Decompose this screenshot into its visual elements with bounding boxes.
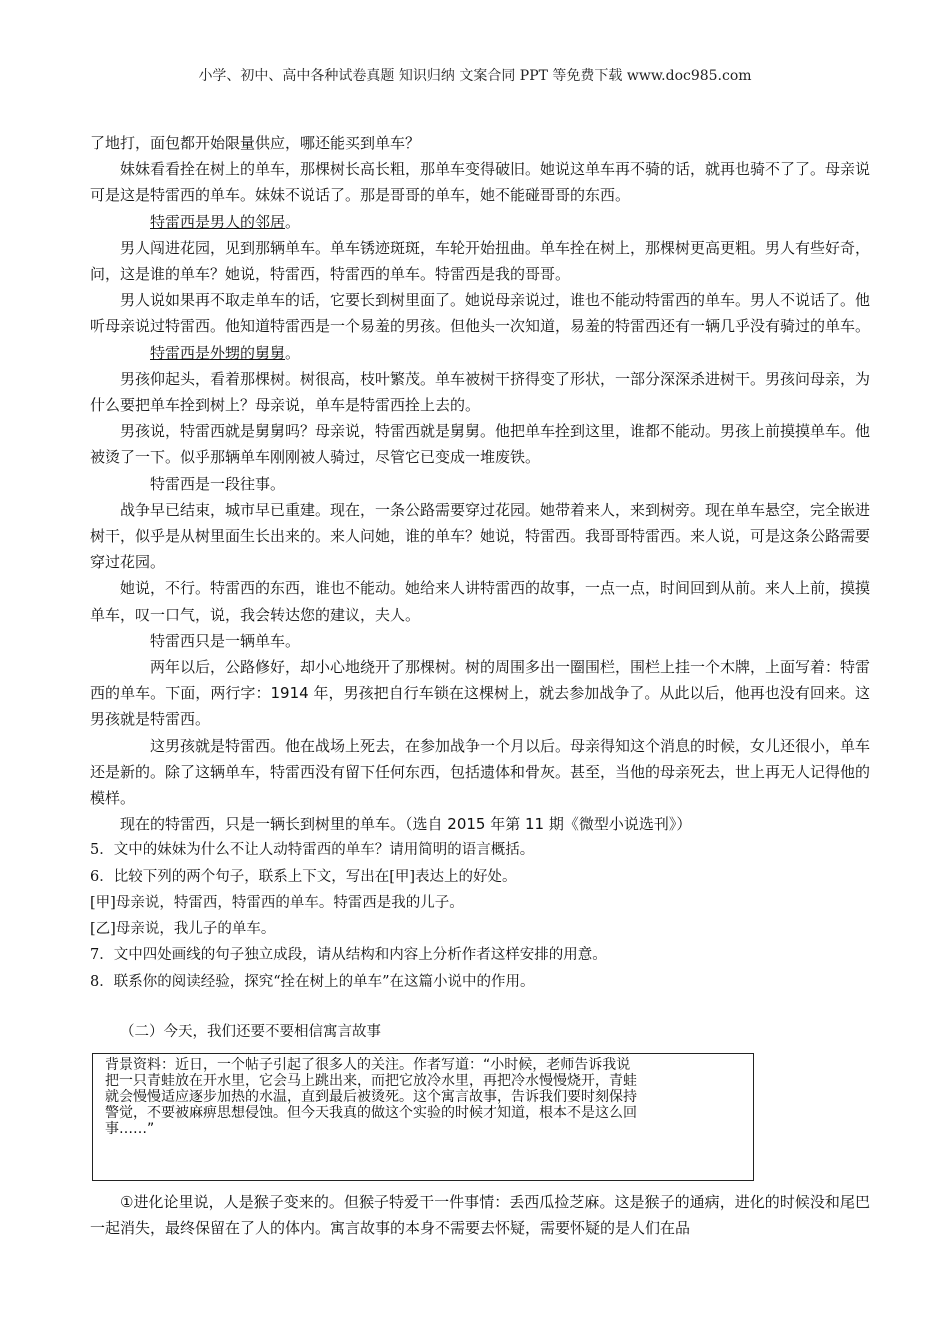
question-5: 5．文中的妹妹为什么不让人动特雷西的单车？请用简明的语言概括。: [90, 842, 535, 859]
section-2-title: （二）今天，我们还要不要相信寓言故事: [120, 1023, 381, 1040]
story-paragraph: 妹妹看看拴在树上的单车，那棵树长高长粗，那单车变得破旧。她说这单车再不骑的话，就再也骑不了了。母亲说可是这是特雷西的单车。妹妹不说话了。那是哥哥的单车，她不能碰哥哥的东西。: [90, 160, 871, 205]
box-line: 把一只青蛙放在开水里，它会马上跳出来，而把它放冷水里，再把冷水慢慢烧开，青蛙: [105, 1072, 637, 1089]
story-paragraph: 两年以后，公路修好，却小心地绕开了那棵树。树的周围多出一圈围栏，围栏上挂一个木牌，上面写着：特雷西的单车。下面，两行字：1914 年，男孩把自行车锁在这棵树上，就去参加战争了。从此以后，他再也没有回来。这男孩就是特雷西。: [90, 658, 871, 729]
punctuation: 。: [285, 212, 301, 231]
question-7: 7．文中四处画线的句子独立成段，请从结构和内容上分析作者这样安排的用意。: [90, 947, 607, 964]
question-6-sentence-a: [甲]母亲说，特雷西，特雷西的单车。特雷西是我的儿子。: [90, 894, 464, 911]
box-line: 就会慢慢适应逐步加热的水温，直到最后被烫死。这个寓言故事，告诉我们要时刻保持: [105, 1088, 637, 1105]
section-line: 特雷西是一段往事。: [150, 474, 286, 493]
story-paragraph: 男人说如果再不取走单车的话，它要长到树里面了。她说母亲说过，谁也不能动特雷西的单车。男人不说话了。他听母亲说过特雷西。他知道特雷西是一个易羞的男孩。但他头一次知道，易羞的特雷西还有一辆几乎没有骑过的单车。: [90, 291, 871, 336]
question-8: 8．联系你的阅读经验，探究“拴在树上的单车”在这篇小说中的作用。: [90, 973, 535, 990]
story-paragraph: 了地打，面包都开始限量供应，哪还能买到单车？: [90, 134, 421, 152]
page-header: 小学、初中、高中各种试卷真题 知识归纳 文案合同 PPT 等免费下载 www.doc985.com: [198, 68, 752, 84]
underlined-heading: [90, 209, 870, 235]
section-2-paragraph: ①进化论里说，人是猴子变来的。但猴子特爱干一件事情：丢西瓜捡芝麻。这是猴子的通病，进化的时候没和尾巴一起消失，最终保留在了人的体内。寓言故事的本身不需要去怀疑，需要怀疑的是人们在品: [90, 1192, 870, 1238]
underlined-sentence: 特雷西是外甥的舅舅: [150, 343, 286, 362]
story-paragraph: 男孩说，特雷西就是舅舅吗？母亲说，特雷西就是舅舅。他把单车拴到这里，谁都不能动。男孩上前摸摸单车。他被烫了一下。似乎那辆单车刚刚被人骑过，尽管它已变成一堆废铁。: [90, 422, 871, 467]
story-paragraph: 现在的特雷西，只是一辆长到树里的单车。（选自 2015 年第 11 期《微型小说选刊》）: [120, 815, 692, 834]
box-line: 背景资料：近日，一个帖子引起了很多人的关注。作者写道：“小时候，老师告诉我说: [105, 1056, 631, 1073]
question-6: 6．比较下列的两个句子，联系上下文，写出在[甲]表达上的好处。: [90, 868, 517, 885]
story-paragraph: 这男孩就是特雷西。他在战场上死去，在参加战争一个月以后。母亲得知这个消息的时候，女儿还很小，单车还是新的。除了这辆单车，特雷西没有留下任何东西，包括遗体和骨灰。甚至，当他的母亲死去，世上再无人记得他的模样。: [90, 736, 871, 808]
punctuation: 。: [285, 343, 301, 362]
underlined-heading: [90, 340, 870, 366]
story-paragraph: 她说，不行。特雷西的东西，谁也不能动。她给来人讲特雷西的故事，一点一点，时间回到从前。来人上前，摸摸单车，叹一口气，说，我会转达您的建议，夫人。: [90, 579, 871, 624]
background-info-box: [92, 1053, 754, 1181]
story-paragraph: 战争早已结束，城市早已重建。现在，一条公路需要穿过花园。她带着来人，来到树旁。现在单车悬空，完全嵌进树干，似乎是从树里面生长出来的。来人问她，谁的单车？她说，特雷西。我哥哥特雷西。来人说，可是这条公路需要穿过花园。: [90, 500, 871, 572]
story-paragraph: 男孩仰起头，看着那棵树。树很高，枝叶繁茂。单车被树干挤得变了形状，一部分深深杀进树干。男孩问母亲，为什么要把单车拴到树上？母亲说，单车是特雷西拴上去的。: [90, 369, 871, 415]
underlined-sentence: 特雷西是男人的邻居: [150, 212, 286, 231]
question-6-sentence-b: [乙]母亲说，我儿子的单车。: [90, 921, 276, 938]
box-line: 警觉，不要被麻痹思想侵蚀。但今天我真的做这个实验的时候才知道，根本不是这么回: [105, 1104, 637, 1121]
section-line: 特雷西只是一辆单车。: [150, 631, 301, 650]
document-body: [90, 130, 870, 1241]
box-line: 事……”: [105, 1120, 155, 1137]
story-paragraph: 男人闯进花园，见到那辆单车。单车锈迹斑斑，车轮开始扭曲。单车拴在树上，那棵树更高更粗。男人有些好奇，问，这是谁的单车？她说，特雷西，特雷西的单车。特雷西是我的哥哥。: [90, 238, 871, 284]
